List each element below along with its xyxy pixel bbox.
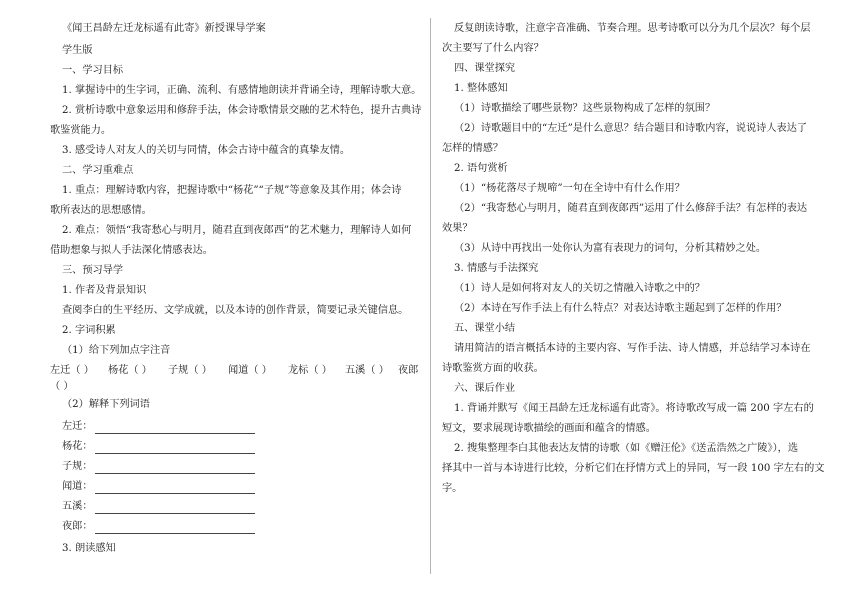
answer-line[interactable] xyxy=(95,443,255,454)
section-heading-preview: 三、预习导学 xyxy=(62,265,124,276)
goal-item-2: 2. 赏析诗歌中意象运用和修辞手法，体会诗歌情景交融的艺术特色，提升古典诗 xyxy=(62,105,422,116)
section-heading-keypoints: 二、学习重难点 xyxy=(62,165,134,176)
explore-1-question-2-cont: 怎样的情感？ xyxy=(442,143,504,154)
reading-task-cont: 次主要写了什么内容？ xyxy=(442,43,544,54)
definition-row-zigui xyxy=(62,460,255,474)
definition-row-yelang xyxy=(62,520,255,534)
term-label: 五溪： xyxy=(62,501,93,512)
column-divider xyxy=(430,18,431,574)
term-label: 夜郎： xyxy=(62,521,93,532)
homework-item-2: 2. 搜集整理李白其他表达友情的诗歌（如《赠汪伦》《送孟浩然之广陵》），选 xyxy=(454,443,799,454)
term-label: 左迁： xyxy=(62,421,93,432)
explore-1-question-1: （1）诗歌描绘了哪些景物？这些景物构成了怎样的氛围？ xyxy=(454,103,716,114)
homework-item-2-cont: 择其中一首与本诗进行比较，分析它们在抒情方式上的异同，写一段 100 字左右的文 xyxy=(442,463,825,474)
document-title: 《闻王昌龄左迁龙标遥有此寄》新授课导学案 xyxy=(62,23,266,34)
preview-item-1-text: 查阅李白的生平经历、文学成就，以及本诗的创作背景，简要记录关键信息。 xyxy=(62,305,409,316)
explore-2-question-1: （1）“杨花落尽子规啼”一句在全诗中有什么作用？ xyxy=(454,183,685,194)
section-heading-goals: 一、学习目标 xyxy=(62,65,124,76)
section-heading-homework: 六、课后作业 xyxy=(454,383,516,394)
explore-2-question-2: （2）“我寄愁心与明月，随君直到夜郎西”运用了什么修辞手法？有怎样的表达 xyxy=(454,203,808,214)
preview-item-3: 3. 朗读感知 xyxy=(62,543,116,554)
explore-item-1: 1. 整体感知 xyxy=(454,83,508,94)
definition-row-wuxi xyxy=(62,500,255,514)
explore-2-question-3: （3）从诗中再找出一处你认为富有表现力的词句，分析其精妙之处。 xyxy=(454,243,767,254)
word-wendao: 闻道（ ） xyxy=(228,365,272,376)
homework-item-1-cont: 短文，要求展现诗歌描绘的画面和蕴含的情感。 xyxy=(442,423,656,434)
section-heading-explore: 四、课堂探究 xyxy=(454,63,516,74)
answer-line[interactable] xyxy=(95,503,255,514)
word-zuoqian: 左迁（ ） xyxy=(50,365,94,376)
summary-text: 请用简洁的语言概括本诗的主要内容、写作手法、诗人情感，并总结学习本诗在 xyxy=(454,343,811,354)
word-wuxi: 五溪（ ） xyxy=(345,365,389,376)
explore-1-question-2: （2）诗歌题目中的“左迁”是什么意思？结合题目和诗歌内容，说说诗人表达了 xyxy=(454,123,808,134)
goal-item-2-cont: 歌鉴赏能力。 xyxy=(50,125,112,136)
summary-text-cont: 诗歌鉴赏方面的收获。 xyxy=(442,363,544,374)
answer-line[interactable] xyxy=(95,423,255,434)
keypoint-2: 2. 难点：领悟“我寄愁心与明月，随君直到夜郎西”的艺术魅力，理解诗人如何 xyxy=(62,225,412,236)
reading-task: 反复朗读诗歌，注意字音准确、节奏合理。思考诗歌可以分为几个层次？每个层 xyxy=(454,23,811,34)
pronunciation-instruction: （1）给下列加点字注音 xyxy=(62,345,171,356)
word-yelang-blank: （ ） xyxy=(50,381,74,392)
term-label: 闻道： xyxy=(62,481,93,492)
definition-instruction: （2）解释下列词语 xyxy=(62,399,150,410)
goal-item-1: 1. 掌握诗中的生字词，正确、流利、有感情地朗读并背诵全诗，理解诗歌大意。 xyxy=(62,85,422,96)
preview-item-1: 1. 作者及背景知识 xyxy=(62,285,147,296)
term-label: 杨花： xyxy=(62,441,93,452)
section-heading-summary: 五、课堂小结 xyxy=(454,323,516,334)
explore-3-question-1: （1）诗人是如何将对友人的关切之情融入诗歌之中的？ xyxy=(454,283,705,294)
homework-item-2-cont-2: 字。 xyxy=(442,483,463,494)
keypoint-2-cont: 借助想象与拟人手法深化情感表达。 xyxy=(50,245,213,256)
explore-item-3: 3. 情感与手法探究 xyxy=(454,263,539,274)
word-zigui: 子规（ ） xyxy=(168,365,212,376)
explore-2-question-2-cont: 效果？ xyxy=(442,223,473,234)
homework-item-1: 1. 背诵并默写《闻王昌龄左迁龙标遥有此寄》。将诗歌改写成一篇 200 字左右的 xyxy=(454,403,814,414)
definition-row-yanghua xyxy=(62,440,255,454)
term-label: 子规： xyxy=(62,461,93,472)
definition-row-zuoqian xyxy=(62,420,255,434)
definition-row-wendao xyxy=(62,480,255,494)
answer-line[interactable] xyxy=(95,463,255,474)
edition-label: 学生版 xyxy=(62,45,93,56)
explore-3-question-2: （2）本诗在写作手法上有什么特点？对表达诗歌主题起到了怎样的作用？ xyxy=(454,303,787,314)
word-yelang: 夜郎 xyxy=(398,365,419,376)
pronunciation-word-row xyxy=(50,364,422,378)
word-longbiao: 龙标（ ） xyxy=(288,365,332,376)
keypoint-1-cont: 歌所表达的思想感情。 xyxy=(50,205,152,216)
explore-item-2: 2. 语句赏析 xyxy=(454,163,508,174)
answer-line[interactable] xyxy=(95,523,255,534)
goal-item-3: 3. 感受诗人对友人的关切与同情，体会古诗中蕴含的真挚友情。 xyxy=(62,145,351,156)
answer-line[interactable] xyxy=(95,483,255,494)
keypoint-1: 1. 重点：理解诗歌内容，把握诗歌中“杨花”“子规”等意象及其作用；体会诗 xyxy=(62,185,402,196)
preview-item-2: 2. 字词积累 xyxy=(62,325,116,336)
word-yanghua: 杨花（ ） xyxy=(108,365,152,376)
